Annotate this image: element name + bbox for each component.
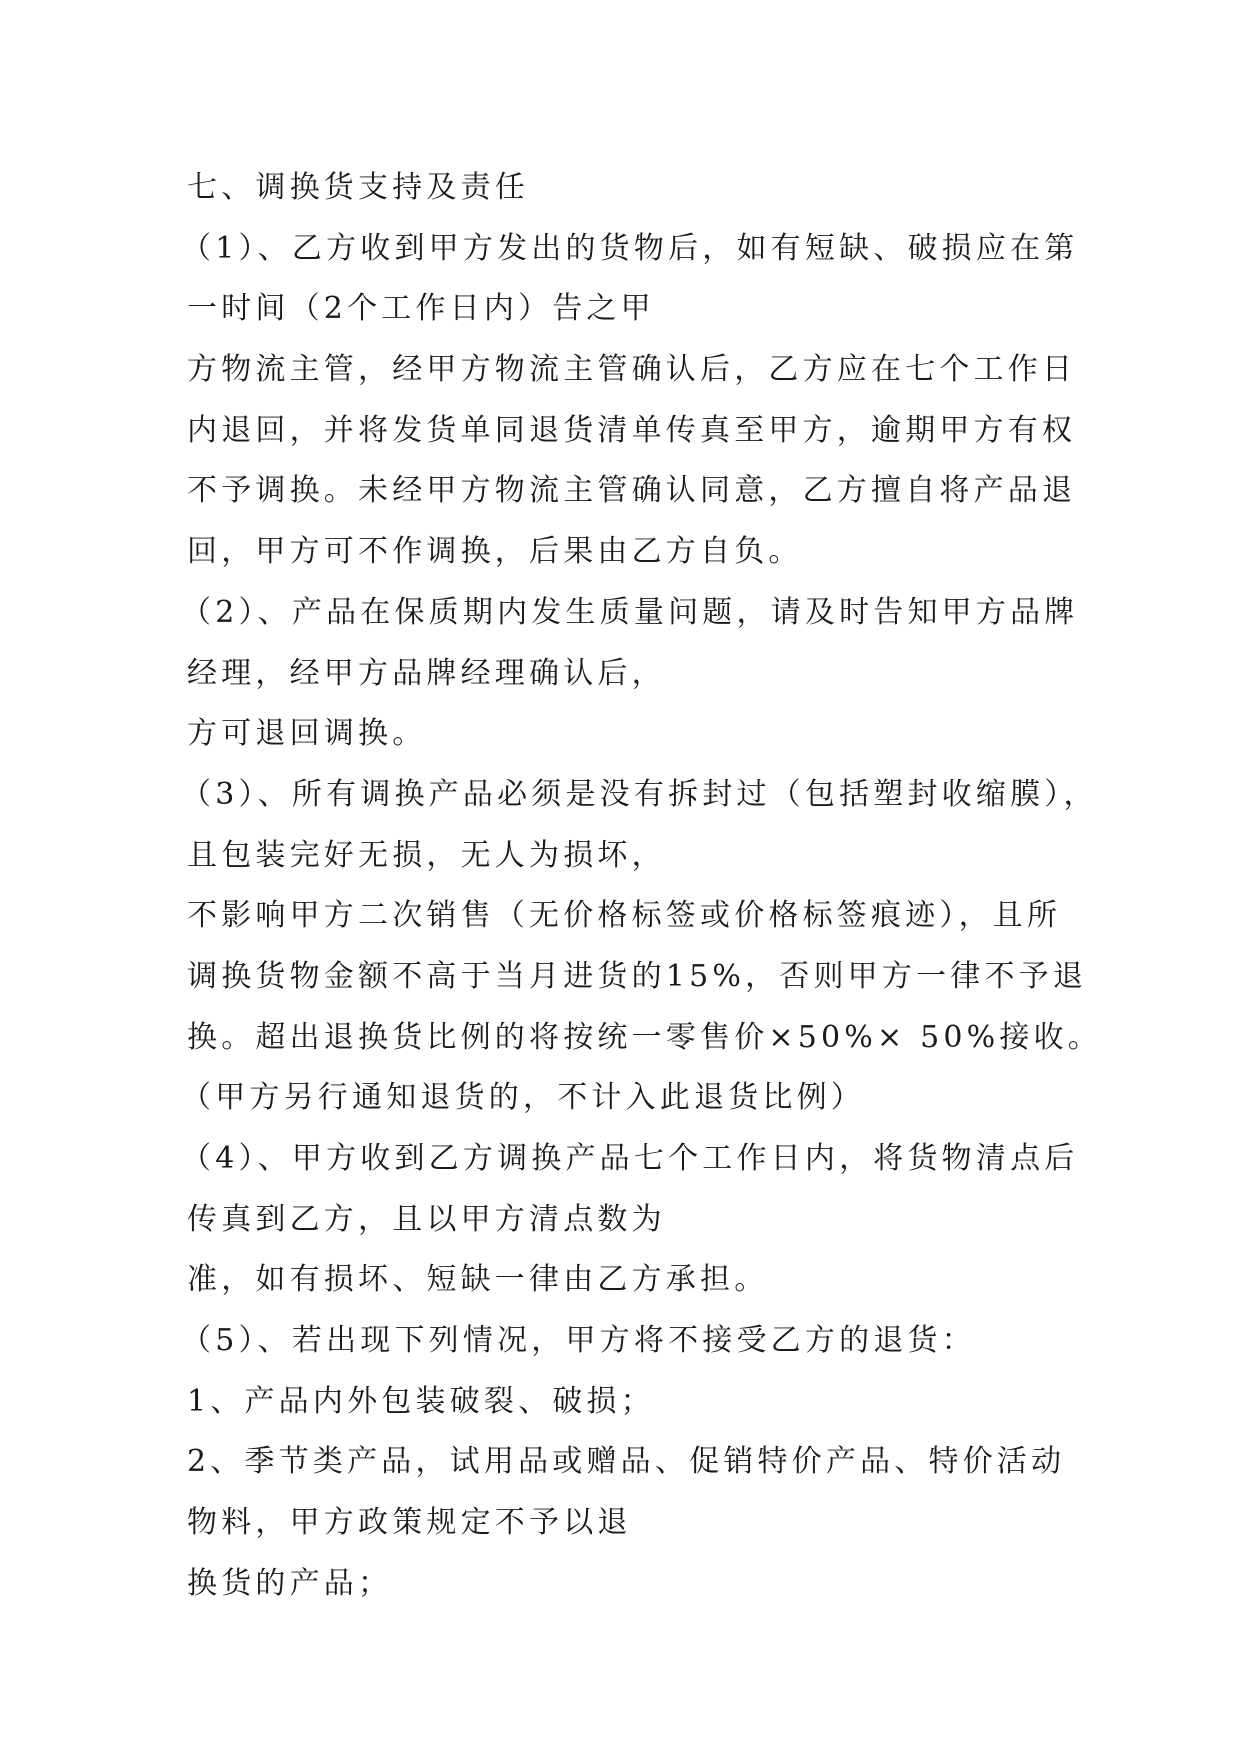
text-line: （4）、甲方收到乙方调换产品七个工作日内，将货物清点后 <box>181 1141 1079 1176</box>
text-line: 方可退回调换。 <box>187 716 427 752</box>
text-line: （5）、若出现下列情况，甲方将不接受乙方的退货： <box>181 1323 976 1359</box>
list-item: 1、产品内外包装破裂、破损； <box>187 1383 655 1419</box>
text-line: 换货的产品； <box>187 1565 393 1601</box>
text-line: 内退回，并将发货单同退货清单传真至甲方，逾期甲方有权 <box>187 412 1077 448</box>
text-line: （甲方另行通知退货的，不计入此退货比例） <box>181 1080 865 1116</box>
document-body <box>181 158 1102 1615</box>
text-line: 一时间（2个工作日内）告之甲 <box>187 291 655 327</box>
text-line: 传真到乙方，且以甲方清点数为 <box>187 1201 666 1237</box>
text-line: 物料，甲方政策规定不予以退 <box>187 1505 632 1541</box>
text-line: 准，如有损坏、短缺一律由乙方承担。 <box>187 1262 769 1298</box>
section-heading: 七、调换货支持及责任 <box>187 170 529 205</box>
text-line: 回，甲方可不作调换，后果由乙方自负。 <box>187 534 803 570</box>
list-item: 2、季节类产品，试用品或赠品、促销特价产品、特价活动 <box>187 1444 1066 1480</box>
text-line: 方物流主管，经甲方物流主管确认后，乙方应在七个工作日 <box>187 352 1077 388</box>
text-line: （3）、所有调换产品必须是没有拆封过（包括塑封收缩膜）， <box>181 776 1098 812</box>
text-line: （2）、产品在保质期内发生质量问题，请及时告知甲方品牌 <box>181 594 1079 630</box>
text-line: （1）、乙方收到甲方发出的货物后，如有短缺、破损应在第 <box>181 230 1079 266</box>
text-line: 且包装完好无损，无人为损坏， <box>187 837 666 873</box>
text-line: 调换货物金额不高于当月进货的15%，否则甲方一律不予退 <box>187 958 1088 994</box>
text-line: 换。超出退换货比例的将按统一零售价×50%× 50%接收。 <box>187 1019 1102 1055</box>
text-line: 不予调换。未经甲方物流主管确认同意，乙方擅自将产品退 <box>187 473 1077 509</box>
text-line: 不影响甲方二次销售（无价格标签或价格标签痕迹），且所 <box>187 898 1062 934</box>
text-line: 经理，经甲方品牌经理确认后， <box>187 655 666 691</box>
